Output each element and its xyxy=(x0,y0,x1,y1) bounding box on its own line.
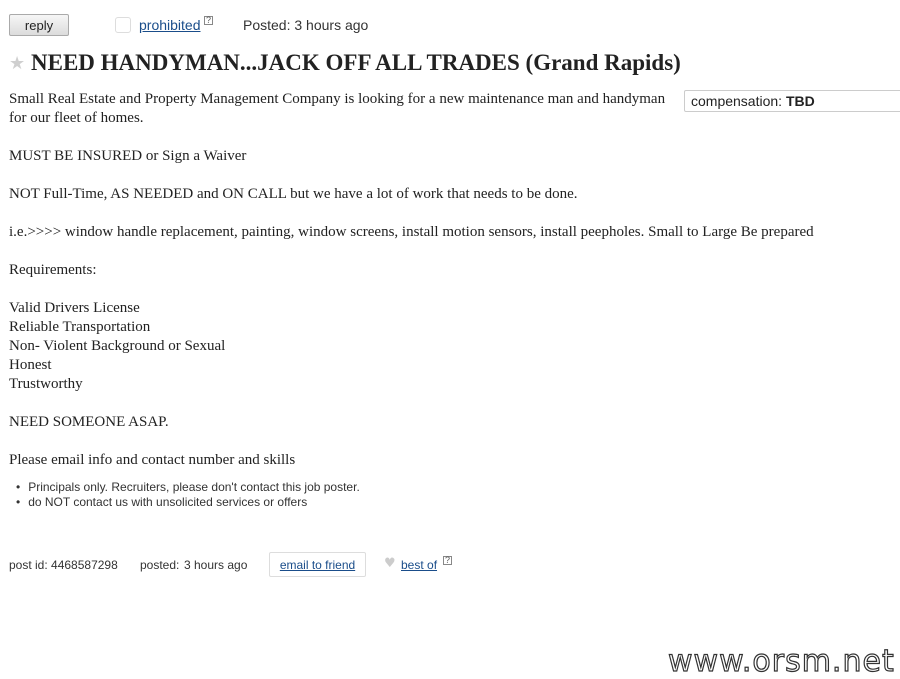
requirement-item: Reliable Transportation xyxy=(9,319,151,335)
heart-icon: ♥ xyxy=(384,556,396,571)
compensation-value: TBD xyxy=(785,93,815,109)
requirement-item: Honest xyxy=(9,357,52,373)
email-to-friend-button[interactable]: email to friend xyxy=(269,552,366,577)
requirement-item: Trustworthy xyxy=(9,376,83,392)
prohibited-link[interactable]: prohibited xyxy=(139,17,201,33)
body-urgent: NEED SOMEONE ASAP. xyxy=(9,414,169,430)
requirement-item: Non- Violent Background or Sexual xyxy=(9,338,226,354)
requirements-heading: Requirements: xyxy=(9,262,97,278)
notice-item: • Principals only. Recruiters, please don't contact this job poster. xyxy=(16,480,360,495)
best-of-link[interactable]: best of xyxy=(401,558,438,572)
posting-footer xyxy=(9,552,609,577)
notice-item: • do NOT contact us with unsolicited services or offers xyxy=(16,495,360,510)
footer-posted-value: 3 hours ago xyxy=(184,558,248,572)
posting-body xyxy=(9,90,900,470)
watermark-text: www.orsm.net xyxy=(668,644,895,679)
post-id: post id: 4468587298 xyxy=(9,558,118,572)
body-intro: Small Real Estate and Property Management Company is looking for a new maintenance man and handyman for our fleet of homes. xyxy=(9,91,666,126)
footer-posted-label: posted: xyxy=(140,558,180,572)
body-contact: Please email info and contact number and skills xyxy=(9,452,296,468)
posted-label: Posted: xyxy=(243,17,291,33)
posted-time xyxy=(243,17,368,33)
posted-value: 3 hours ago xyxy=(294,17,369,33)
posting-title: NEED HANDYMAN...JACK OFF ALL TRADES (Grand Rapids) xyxy=(31,50,681,75)
body-schedule: NOT Full-Time, AS NEEDED and ON CALL but we have a lot of work that needs to be done. xyxy=(9,186,578,202)
prohibited-flag-checkbox[interactable] xyxy=(115,17,131,33)
reply-button[interactable]: reply xyxy=(9,14,69,36)
help-icon[interactable]: ? xyxy=(445,555,451,565)
posting-notices xyxy=(16,480,360,510)
body-insured: MUST BE INSURED or Sign a Waiver xyxy=(9,148,247,164)
body-examples: i.e.>>>> window handle replacement, painting, window screens, install motion sensors, install peepholes. Small to Large Be prepared xyxy=(9,224,814,240)
favorite-star-icon[interactable]: ★ xyxy=(9,53,26,74)
requirement-item: Valid Drivers License xyxy=(9,300,140,316)
compensation-label: compensation: xyxy=(691,93,783,109)
help-icon[interactable]: ? xyxy=(206,15,212,25)
